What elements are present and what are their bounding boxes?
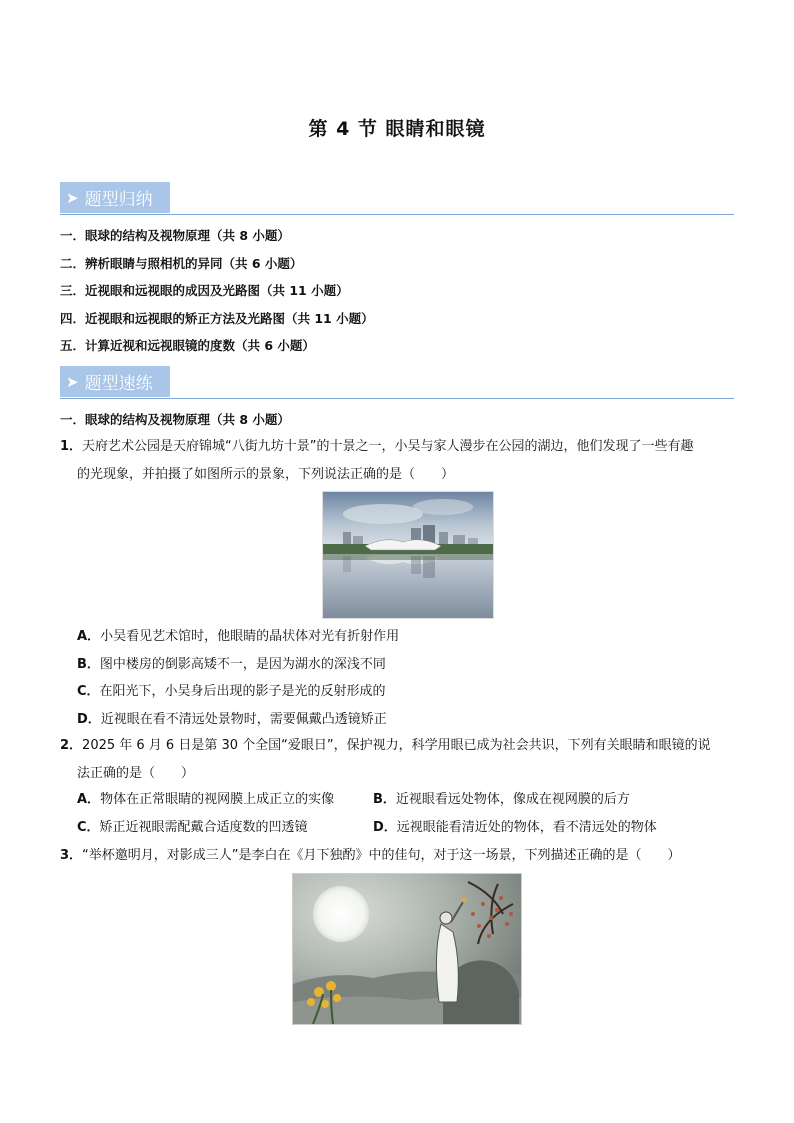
- option-b: B．近视眼看远处物体，像成在视网膜的后方: [373, 792, 630, 807]
- question-2: [60, 732, 740, 788]
- topic-item: 一．眼球的结构及视物原理（共 8 小题）: [60, 228, 290, 243]
- question-text: 法正确的是（ ）: [77, 766, 195, 781]
- section-label: 题型速练: [84, 374, 153, 394]
- option-c: C．矫正近视眼需配戴合适度数的凹透镜: [77, 820, 308, 835]
- arrow-right-icon: ➤: [66, 372, 79, 391]
- moon-poet-illustration: [292, 873, 522, 1025]
- question-text: 的光现象，并拍摄了如图所示的景象，下列说法正确的是（ ）: [77, 467, 455, 482]
- practice-heading: 一．眼球的结构及视物原理（共 8 小题）: [60, 412, 290, 427]
- option-a: A．物体在正常眼睛的视网膜上成正立的实像: [77, 792, 335, 807]
- arrow-right-icon: ➤: [66, 188, 79, 207]
- options-q1: [77, 623, 399, 733]
- section-header-summary: [60, 182, 734, 215]
- topic-item: 二．辨析眼睛与照相机的异同（共 6 小题）: [60, 255, 303, 271]
- option-d: D．近视眼在看不清远处景物时，需要佩戴凸透镜矫正: [77, 711, 387, 727]
- section-label: 题型归纳: [84, 190, 153, 210]
- question-text: 2025 年 6 月 6 日是第 30 个全国“爱眼日”，保护视力，科学用眼已成为社会共识，下列有关眼睛和眼镜的说: [82, 738, 711, 753]
- question-3: [60, 842, 740, 870]
- topic-list: [60, 226, 374, 364]
- question-number: 2．: [60, 738, 83, 753]
- topic-item: 三．近视眼和远视眼的成因及光路图（共 11 小题）: [60, 283, 349, 298]
- option-c: C．在阳光下，小吴身后出现的影子是光的反射形成的: [77, 684, 386, 699]
- option-a: A．小吴看见艺术馆时，他眼睛的晶状体对光有折射作用: [77, 629, 400, 644]
- section-header-practice: [60, 366, 734, 399]
- question-text: 天府艺术公园是天府锦城“八街九坊十景”的十景之一，小吴与家人漫步在公园的湖边，他们发现了一些有趣: [82, 439, 694, 454]
- section-tab: [60, 182, 170, 213]
- question-1: [60, 433, 740, 489]
- lake-art-museum-photo: [322, 491, 494, 619]
- option-b: B．图中楼房的倒影高矮不一，是因为湖水的深浅不同: [77, 656, 386, 672]
- section-tab: [60, 366, 170, 397]
- question-number: 1．: [60, 439, 83, 454]
- topic-item: 五．计算近视和远视眼镜的度数（共 6 小题）: [60, 338, 315, 353]
- option-d: D．远视眼能看清近处的物体，看不清远处的物体: [373, 820, 657, 835]
- question-text: “举杯邀明月，对影成三人”是李白在《月下独酌》中的佳句，对于这一场景，下列描述正确的是（ ）: [82, 848, 681, 863]
- page-title: 第 4 节 眼睛和眼镜: [308, 118, 486, 140]
- question-number: 3．: [60, 848, 83, 863]
- topic-item: 四．近视眼和远视眼的矫正方法及光路图（共 11 小题）: [60, 310, 374, 326]
